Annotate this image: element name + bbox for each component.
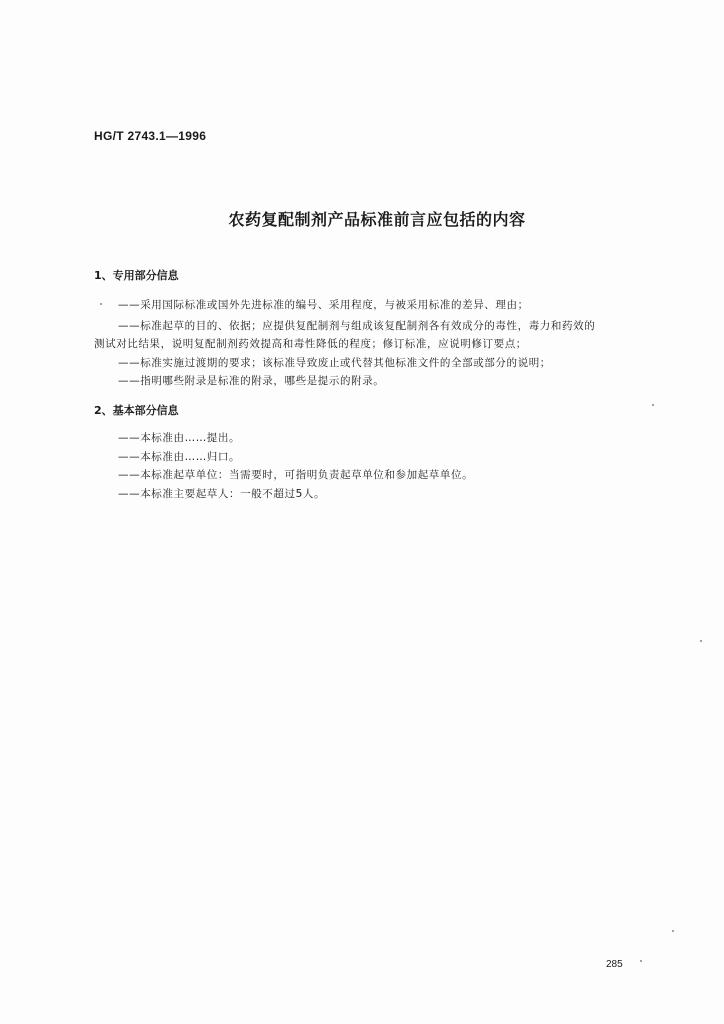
document-title: 农药复配制剂产品标准前言应包括的内容 bbox=[228, 210, 526, 229]
scan-speck bbox=[700, 640, 702, 642]
scan-speck bbox=[672, 930, 674, 932]
section-1-line-2: ——标准起草的目的、依据；应提供复配制剂与组成该复配制剂各有效成分的毒性，毒力和药效的 bbox=[118, 320, 596, 332]
section-heading-basic-info: 2、基本部分信息 bbox=[94, 404, 179, 417]
section-2-line-4: ——本标准主要起草人：一般不超过5人。 bbox=[118, 488, 326, 500]
section-2-line-2: ——本标准由……归口。 bbox=[118, 451, 241, 463]
scan-speck bbox=[640, 960, 642, 962]
standard-code: HG/T 2743.1—1996 bbox=[94, 129, 207, 143]
scan-speck bbox=[100, 303, 102, 305]
section-1-line-5: ——指明哪些附录是标准的附录，哪些是提示的附录。 bbox=[118, 375, 385, 387]
section-2-line-1: ——本标准由……提出。 bbox=[118, 432, 241, 444]
page-number: 285 bbox=[606, 959, 623, 970]
section-1-line-1: ——采用国际标准或国外先进标准的编号、采用程度，与被采用标准的差异、理由； bbox=[118, 299, 529, 311]
section-heading-specific-info: 1、专用部分信息 bbox=[94, 269, 179, 282]
section-1-line-3: 测试对比结果，说明复配制剂药效提高和毒性降低的程度；修订标准，应说明修订要点； bbox=[94, 338, 527, 350]
scan-speck bbox=[652, 404, 654, 406]
section-2-line-3: ——本标准起草单位：当需要时，可指明负责起草单位和参加起草单位。 bbox=[118, 469, 474, 481]
section-1-line-4: ——标准实施过渡期的要求；该标准导致废止或代替其他标准文件的全部或部分的说明； bbox=[118, 357, 551, 369]
